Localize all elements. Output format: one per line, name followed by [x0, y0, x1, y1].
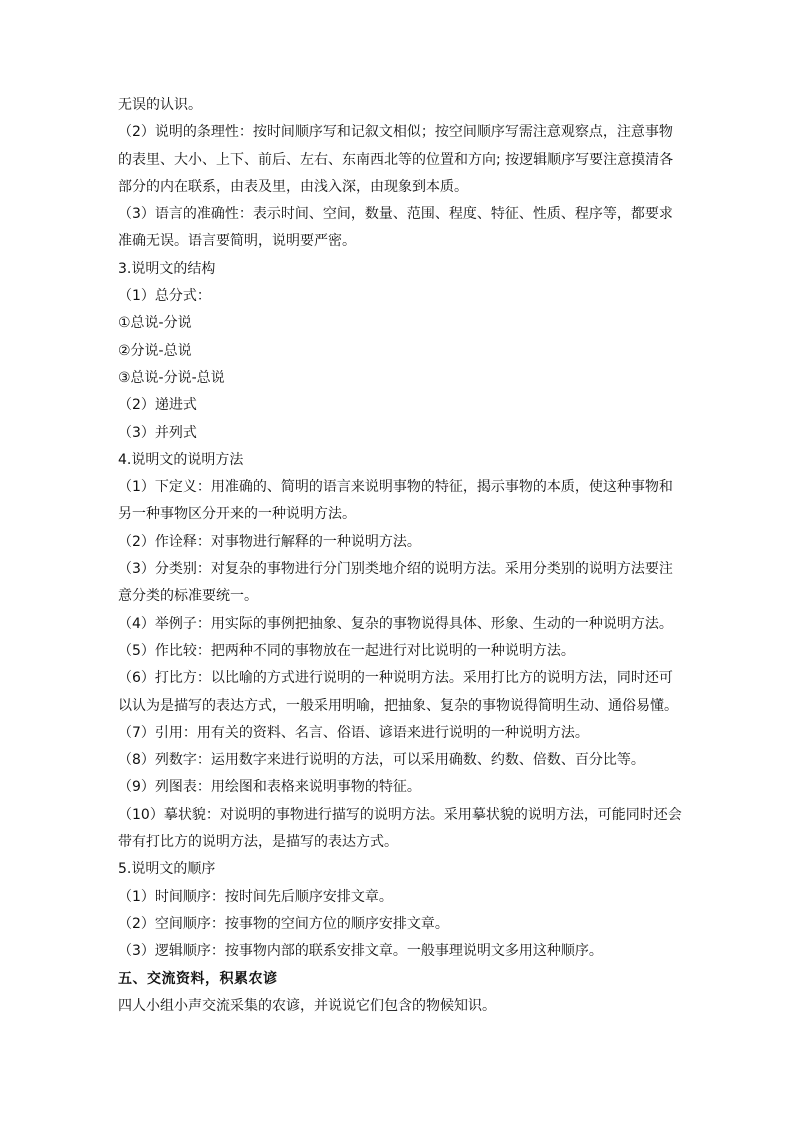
text-line-15: 另一种事物区分开来的一种说明方法。	[118, 506, 356, 523]
text-line-10: ③总说-分说-总说	[118, 369, 225, 386]
text-line-25: （9）列图表：用绘图和表格来说明事物的特征。	[118, 779, 421, 796]
text-line-14: （1）下定义：用准确的、简明的语言来说明事物的特征，揭示事物的本质，使这种事物和	[118, 479, 673, 496]
text-line-7: （1）总分式：	[118, 288, 211, 305]
text-line-0: 无误的认识。	[118, 97, 202, 113]
text-line-18: 意分类的标准要统一。	[118, 588, 258, 605]
text-line-21: （6）打比方：以比喻的方式进行说明的一种说明方法。采用打比方的说明方法，同时还可	[118, 670, 673, 687]
section-heading-structure: 3.说明文的结构	[118, 260, 216, 277]
text-line-29: （1）时间顺序：按时间先后顺序安排文章。	[118, 888, 393, 905]
text-line-22: 以认为是描写的表达方式，一般采用明喻，把抽象、复杂的事物说得简明生动、通俗易懂。	[118, 697, 678, 714]
text-line-20: （5）作比较：把两种不同的事物放在一起进行对比说明的一种说明方法。	[118, 642, 575, 659]
text-line-33: 四人小组小声交流采集的农谚，并说说它们包含的物候知识。	[118, 997, 496, 1014]
text-line-1: （2）说明的条理性：按时间顺序写和记叙文相似；按空间顺序写需注意观察点，注意事物	[118, 124, 673, 141]
text-line-8: ①总说-分说	[118, 315, 192, 332]
text-line-16: （2）作诠释：对事物进行解释的一种说明方法。	[118, 533, 421, 550]
section-heading-order: 5.说明文的顺序	[118, 861, 216, 878]
text-line-2: 的表里、大小、上下、前后、左右、东南西北等的位置和方向; 按逻辑顺序写要注意摸清各	[118, 151, 674, 168]
text-line-12: （3）并列式	[118, 424, 197, 441]
document-page	[118, 92, 688, 1020]
text-line-11: （2）递进式	[118, 397, 197, 414]
text-line-17: （3）分类别：对复杂的事物进行分门别类地介绍的说明方法。采用分类别的说明方法要注	[118, 561, 673, 578]
text-line-3: 部分的内在联系，由表及里，由浅入深，由现象到本质。	[118, 178, 468, 195]
text-line-27: 带有打比方的说明方法，是描写的表达方式。	[118, 834, 398, 851]
section-heading-methods: 4.说明文的说明方法	[118, 451, 244, 468]
text-line-19: （4）举例子：用实际的事例把抽象、复杂的事物说得具体、形象、生动的一种说明方法。	[118, 615, 673, 632]
text-line-4: （3）语言的准确性：表示时间、空间，数量、范围、程度、特征、性质、程序等，都要求	[118, 206, 673, 223]
text-line-31: （3）逻辑顺序：按事物内部的联系安排文章。一般事理说明文多用这种顺序。	[118, 943, 603, 960]
text-line-24: （8）列数字：运用数字来进行说明的方法，可以采用确数、约数、倍数、百分比等。	[118, 752, 645, 769]
text-line-23: （7）引用：用有关的资料、名言、俗语、谚语来进行说明的一种说明方法。	[118, 724, 589, 741]
text-line-9: ②分说-总说	[118, 342, 192, 359]
text-line-5: 准确无误。语言要简明，说明要严密。	[118, 233, 356, 250]
text-line-26: （10）摹状貌：对说明的事物进行描写的说明方法。采用摹状貌的说明方法，可能同时还会	[118, 806, 682, 823]
section-heading-proverbs: 五、交流资料，积累农谚	[118, 970, 278, 987]
text-line-30: （2）空间顺序：按事物的空间方位的顺序安排文章。	[118, 915, 449, 932]
